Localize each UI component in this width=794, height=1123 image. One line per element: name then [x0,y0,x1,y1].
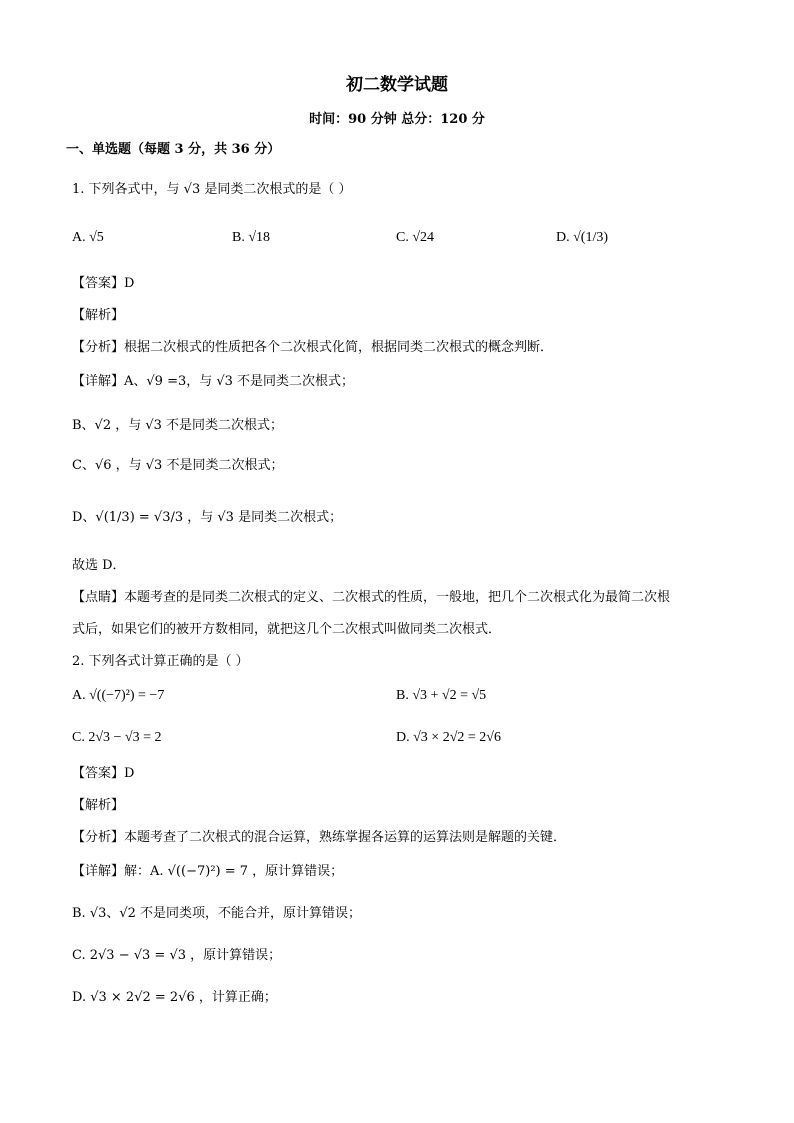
q2-option-d: D. √3 × 2√2 = 2√6 [396,730,501,745]
q2-option-b: B. √3 + √2 = √5 [396,688,487,703]
q1-comment-line2: 式后，如果它们的被开方数相同，就把这几个二次根式叫做同类二次根式． [72,622,502,637]
q2-analysis-heading: 【解析】 [72,798,125,813]
q1-detail-c: C、√6 ，与 √3 不是同类二次根式； [72,458,284,473]
q2-answer: 【答案】D [72,766,135,781]
exam-info: 时间：90 分钟 总分：120 分 [309,112,485,127]
q1-detail-d: D、√(1/3) = √3/3 ，与 √3 是同类二次根式； [72,510,343,525]
page-title: 初二数学试题 [346,75,448,95]
q2-analysis: 【分析】本题考查了二次根式的混合运算，熟练掌握各运算的运算法则是解题的关键． [72,830,567,845]
q1-option-b: B. √18 [232,230,271,245]
q2-detail-d: D. √3 × 2√2 = 2√6 ，计算正确； [72,990,277,1005]
q1-analysis-heading: 【解析】 [72,308,125,323]
question-2-stem: 2. 下列各式计算正确的是（ ） [72,654,249,669]
q1-choice: 故选 D． [72,558,126,573]
q1-detail-b: B、√2 ，与 √3 不是同类二次根式； [72,418,284,433]
q2-option-c: C. 2√3 − √3 = 2 [72,730,162,745]
q1-option-a: A. √5 [72,230,104,245]
q1-detail: 【详解】A、√9 =3，与 √3 不是同类二次根式； [72,374,355,389]
q2-detail-c: C. 2√3 − √3 = √3 ，原计算错误； [72,948,282,963]
q1-option-c: C. √24 [396,230,435,245]
q2-option-a: A. √((−7)²) = −7 [72,688,165,703]
q1-answer: 【答案】D [72,276,135,291]
section-heading: 一、单选题（每题 3 分，共 36 分） [66,142,281,157]
q2-detail: 【详解】解：A. √((−7)²) = 7 ，原计算错误； [72,864,344,879]
q1-option-d: D. √(1/3) [556,230,609,245]
q1-comment-line1: 【点睛】本题考查的是同类二次根式的定义、二次根式的性质，一般地，把几个二次根式化为最简二次根 [72,590,671,605]
q2-detail-b: B. √3、√2 不是同类项，不能合并，原计算错误； [72,906,362,921]
question-1-stem: 1. 下列各式中，与 √3 是同类二次根式的是（ ） [72,182,352,197]
q1-analysis: 【分析】根据二次根式的性质把各个二次根式化简，根据同类二次根式的概念判断． [72,340,554,355]
